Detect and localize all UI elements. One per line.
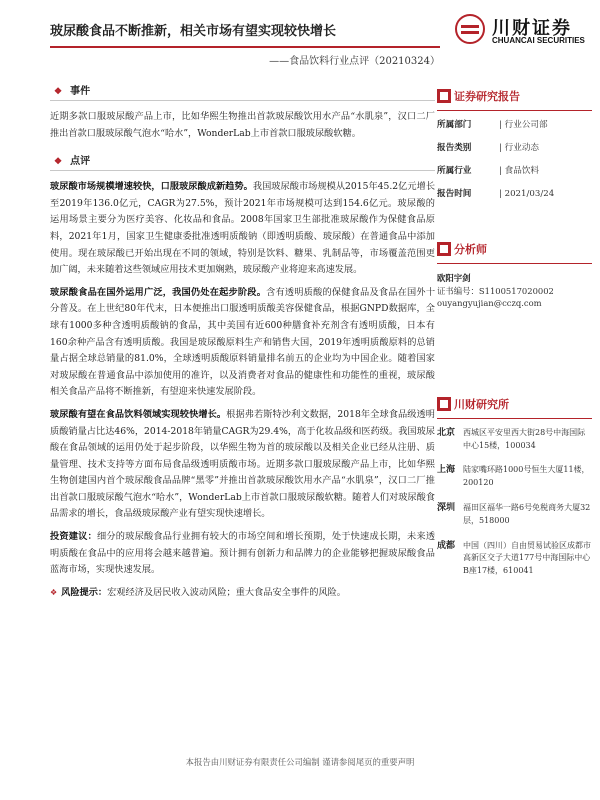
section-points-heading: ❖ 点评	[50, 148, 435, 171]
main-content	[50, 78, 435, 607]
analyst-name: 欧阳宇剑	[437, 273, 471, 283]
risk-warning: ❖ 风险提示：宏观经济及居民收入波动风险；重大食品安全事件的风险。	[50, 586, 346, 598]
address-chengdu: 成都 中国（四川）自由贸易试验区成都市高新区交子大道177号中海国际中心B座17楼，610041	[437, 540, 591, 576]
square-marker-icon	[437, 397, 451, 411]
meta-row-department: 所属部门 | 行业公司部	[437, 120, 548, 130]
analyst-email: ouyangyujian@cczq.com	[437, 298, 542, 309]
meta-row-industry: 所属行业 | 食品饮料	[437, 166, 540, 176]
analyst-heading: 分析师	[437, 241, 592, 257]
point-paragraph-overseas: 玻尿酸食品在国外运用广泛，我国仍处在起步阶段。含有透明质酸的保健食品及食品在国外十分普及。在上世纪80年代末，日本便推出口服透明质酸美容保健食品，根据GNPD数据库，全球有1000多种含透明质酸钠的食品，其中美国有近600种膳食补充剂含有透明质酸，日本有160余种产品含有透明质酸。我国是玻尿酸原料生产和销售大国，2019年透明质酸原料的总销量占据全球总销量的81.0%，全球透明质酸原料销量排名前五的企业均为中国企业。随着国家对玻尿酸在普通食品中添加使用的准许，以及消费者对食品的健康性和功能性的重视，玻尿酸相关食品产品将不断推新，有望迎来快速发展阶段。	[50, 286, 436, 398]
meta-row-date: 报告时间 | 2021/03/24	[437, 189, 555, 199]
point-paragraph-growth: 玻尿酸有望在食品饮料领域实现较快增长。根据弗若斯特沙利文数据，2018年全球食品级透明质酸销量占比达46%，2014-2018年销量CAGR为29.4%，高于化妆品级和医药级。我国玻尿酸在食品领域的运用仍处于起步阶段，以华熙生物为首的玻尿酸以及相关企业已经从注册、质量管理、技术支持等方面布局食品级透明质酸市场。近期多款口服玻尿酸产品上市，比如华熙生物创建国内首个玻尿酸食品品牌“黑零”并推出首款玻尿酸饮用水产品“水肌泉”，汉口二厂推出首款口服玻尿酸气泡水“哈水”，WonderLab上市首款口服玻尿酸软糖。随着人们对玻尿酸食品需求的增长，食品级玻尿酸产业有望实现快速增长。	[50, 408, 435, 520]
report-header	[0, 0, 600, 90]
sidebar-divider	[437, 418, 592, 419]
institute-heading: 川财研究所	[437, 396, 592, 412]
square-marker-icon	[437, 89, 451, 103]
logo-name-en: CHUANCAI SECURITIES	[492, 36, 585, 45]
diamond-bullet-icon: ❖	[54, 87, 63, 97]
diamond-bullet-icon: ❖	[50, 587, 58, 597]
report-title: 玻尿酸食品不断推新，相关市场有望实现较快增长	[50, 24, 337, 39]
logo-name-cn: 川财证券	[492, 18, 572, 39]
report-subtitle: ——食品饮料行业点评（20210324）	[269, 56, 440, 67]
investment-advice: 投资建议：细分的玻尿酸食品行业拥有较大的市场空间和增长预期，处于快速成长期，未来透明质酸在食品中的应用将会越来越普遍。预计拥有创新力和品牌力的企业能够把握玻尿酸食品蓝海市场，实现快速发展。	[50, 531, 436, 576]
analyst-cert: 证书编号：S1100517020002	[437, 285, 554, 296]
sidebar-divider	[437, 110, 592, 111]
sidebar-divider	[437, 263, 592, 264]
diamond-bullet-icon: ❖	[54, 157, 63, 168]
analyst-info	[437, 272, 592, 310]
report-info-heading: 证券研究报告	[437, 88, 592, 104]
sidebar	[437, 88, 592, 590]
section-event-heading: ❖ 事件	[50, 78, 435, 101]
meta-row-category: 报告类别 | 行业动态	[437, 143, 540, 153]
address-shenzhen: 深圳 福田区福华一路6号免税商务大厦32层，518000	[437, 502, 591, 525]
address-beijing: 北京 西城区平安里西大街28号中海国际中心15楼，100034	[437, 427, 586, 450]
point-paragraph-market: 玻尿酸市场规模增速较快，口服玻尿酸成新趋势。我国玻尿酸市场规模从2015年45.2亿元增长至2019年136.0亿元，CAGR为27.5%，预计2021年市场规模可达到154.6亿元。玻尿酸的运用场景主要分为医疗美容、化妆品和食品。2008年国家卫生部批准玻尿酸作为保健食品原料，2021年1月，国家卫生健康委批准透明质酸钠（即透明质酸、玻尿酸）在普通食品中添加使用。现在玻尿酸已开始出现在不同的领域，特别是饮料、糖果、乳制品等，市场覆盖范围更加广阔，未来随着这些领域应用技术更加娴熟，玻尿酸产业将迎来高速发展。	[50, 181, 436, 276]
header-divider	[50, 46, 440, 48]
event-paragraph: 近期多款口服玻尿酸产品上市，比如华熙生物推出首款玻尿酸饮用水产品“水肌泉”，汉口二厂推出首款口服玻尿酸气泡水“哈水”，WonderLab上市首款口服玻尿酸软糖。	[50, 111, 435, 139]
address-shanghai: 上海 陆家嘴环路1000号恒生大厦11楼，200120	[437, 465, 590, 488]
page-footer: 本报告由川财证券有限责任公司编制 谨请参阅尾页的重要声明	[185, 757, 415, 767]
chuancai-logo-icon	[455, 14, 485, 44]
square-marker-icon	[437, 242, 451, 256]
